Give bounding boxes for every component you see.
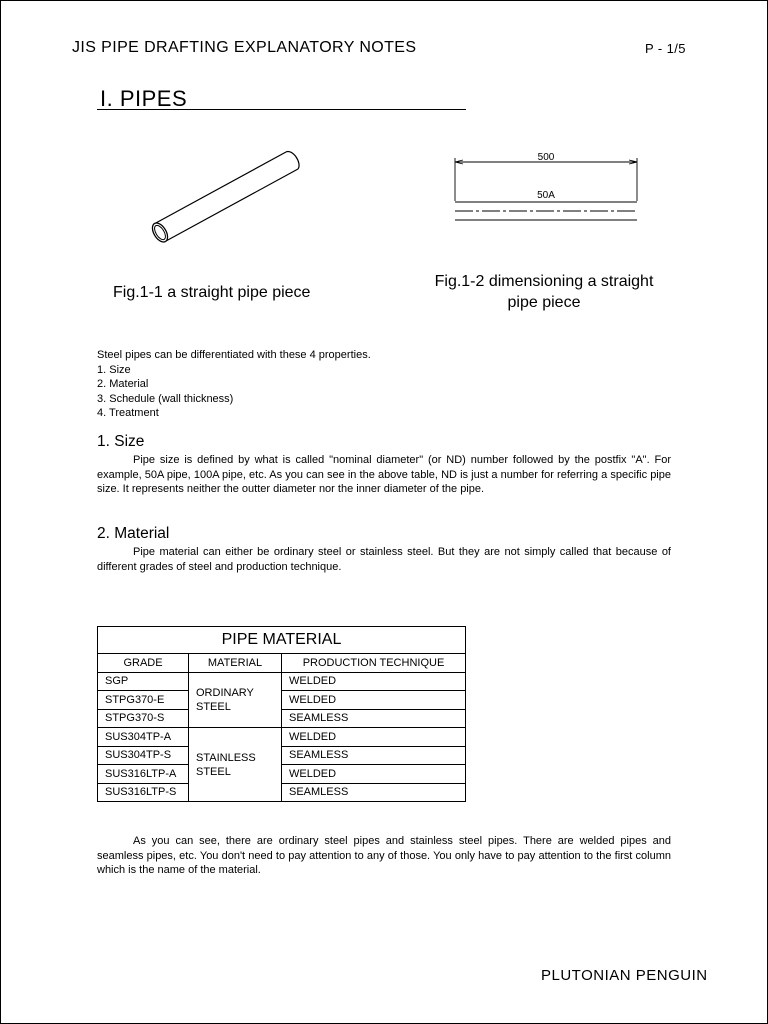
material-paragraph bbox=[97, 545, 671, 574]
size-paragraph bbox=[97, 453, 671, 497]
list-item: 1. Size bbox=[97, 363, 131, 376]
section-title-underline bbox=[97, 109, 466, 110]
technique-cell: WELDED bbox=[282, 728, 466, 747]
document-title: JIS PIPE DRAFTING EXPLANATORY NOTES bbox=[72, 39, 417, 56]
list-item: 4. Treatment bbox=[97, 407, 159, 420]
author-footer: PLUTONIAN PENGUIN bbox=[541, 967, 708, 984]
table-row bbox=[98, 691, 466, 710]
fig2-caption-line-1: Fig.1-2 dimensioning a straight bbox=[434, 273, 654, 290]
technique-cell: WELDED bbox=[282, 765, 466, 784]
technique-cell: SEAMLESS bbox=[282, 746, 466, 765]
list-item: 3. Schedule (wall thickness) bbox=[97, 392, 234, 405]
list-item: 2. Material bbox=[97, 378, 149, 391]
technique-cell: SEAMLESS bbox=[282, 783, 466, 802]
table-row bbox=[98, 709, 466, 728]
table-title: PIPE MATERIAL bbox=[98, 627, 466, 654]
material-text: Pipe material can either be ordinary steel or stainless steel. But they are not simply called that because of different grades of steel and production technique. bbox=[97, 546, 671, 573]
column-header: PRODUCTION TECHNIQUE bbox=[282, 654, 466, 673]
table-header-row bbox=[98, 654, 466, 673]
size-text: Pipe size is defined by what is called "nominal diameter" (or ND) number followed by the postfix "A". For example, 50A pipe, 100A pipe, etc. As you can see in the above table, ND is just a number for referring a specific pipe size. It represents neither the outter diameter nor the inner diameter of the pipe. bbox=[97, 454, 671, 496]
technique-cell: SEAMLESS bbox=[282, 709, 466, 728]
dimension-size-label: 50A bbox=[537, 190, 555, 201]
dimensioned-pipe-figure bbox=[448, 145, 648, 230]
fig1-caption: Fig.1-1 a straight pipe piece bbox=[113, 284, 311, 301]
grade-cell: STPG370-S bbox=[98, 709, 189, 728]
dimension-length-label: 500 bbox=[537, 152, 555, 163]
technique-cell: WELDED bbox=[282, 691, 466, 710]
material-cell: STAINLESS STEEL bbox=[189, 728, 282, 802]
straight-pipe-figure bbox=[140, 140, 320, 250]
grade-cell: SUS316LTP-S bbox=[98, 783, 189, 802]
fig2-caption-line-2: pipe piece bbox=[507, 294, 581, 311]
fig2-caption bbox=[424, 271, 664, 313]
grade-cell: SGP bbox=[98, 672, 189, 691]
column-header: GRADE bbox=[98, 654, 189, 673]
section-title: I. PIPES bbox=[100, 86, 188, 111]
table-row bbox=[98, 783, 466, 802]
material-cell: ORDINARY STEEL bbox=[189, 672, 282, 728]
table-row bbox=[98, 728, 466, 747]
table-row bbox=[98, 765, 466, 784]
grade-cell: STPG370-E bbox=[98, 691, 189, 710]
table-row bbox=[98, 746, 466, 765]
intro-lead: Steel pipes can be differentiated with these 4 properties. bbox=[97, 349, 371, 361]
grade-cell: SUS304TP-S bbox=[98, 746, 189, 765]
grade-cell: SUS304TP-A bbox=[98, 728, 189, 747]
pipe-material-table bbox=[97, 626, 466, 802]
column-header: MATERIAL bbox=[189, 654, 282, 673]
conclusion-paragraph bbox=[97, 834, 671, 878]
size-heading: 1. Size bbox=[97, 433, 145, 450]
material-heading: 2. Material bbox=[97, 525, 170, 542]
page-number: P - 1/5 bbox=[645, 41, 686, 56]
conclusion-text: As you can see, there are ordinary steel pipes and stainless steel pipes. There are welded pipes and seamless pipes, etc. You don't need to pay attention to any of those. You only have to pay attention to the first column which is the name of the material. bbox=[97, 835, 671, 877]
technique-cell: WELDED bbox=[282, 672, 466, 691]
table-title-row bbox=[98, 627, 466, 654]
grade-cell: SUS316LTP-A bbox=[98, 765, 189, 784]
intro-block bbox=[97, 348, 371, 421]
table-row bbox=[98, 672, 466, 691]
